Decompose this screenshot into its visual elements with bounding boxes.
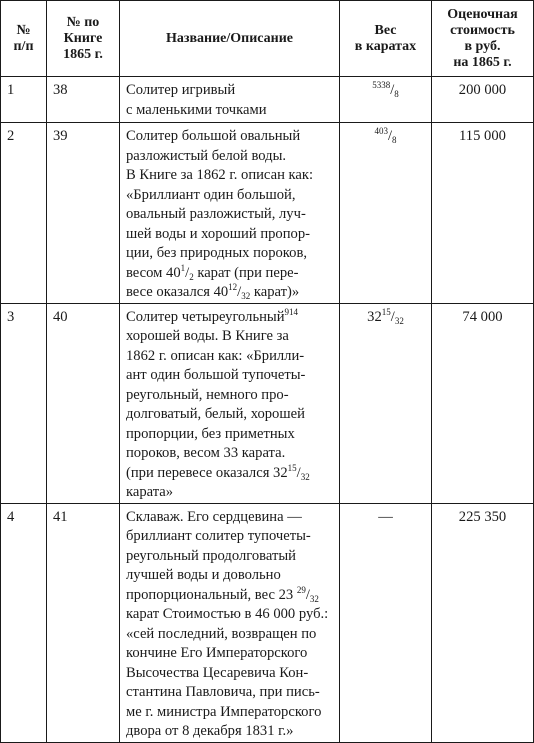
row-book-number: 38 bbox=[47, 77, 120, 123]
row-weight: $^{5338}/_8$ bbox=[340, 77, 432, 123]
weight-dash: — bbox=[378, 508, 393, 525]
row-num: 2 bbox=[1, 123, 47, 304]
row-weight: $32^{15}/_{32}$ bbox=[340, 303, 432, 503]
row-description: Склаваж. Его сердцевина — бриллиант солитер тупочеты- реугольный продолговатый лучшей воды и довольно пропорциональный, вес 23 $^{29}/_{32}$ карат Стоимостью в 46 000 руб.: «сей последний, возвращен по кончине Его Императорского Высочества Цесаревича Кон- стантина Павловича, при пись- ме г. министра Императорского двора от 8 декабря 1831 г.» bbox=[120, 503, 340, 742]
header-book-number: № по Книге 1865 г. bbox=[47, 1, 120, 77]
row-weight: $^{403}/_8$ bbox=[340, 123, 432, 304]
row-value: 115 000 bbox=[432, 123, 534, 304]
footnote-marker: 914 bbox=[284, 306, 299, 317]
header-value: Оценочная стоимость в руб. на 1865 г. bbox=[432, 1, 534, 77]
table-row bbox=[1, 77, 534, 123]
row-book-number: 39 bbox=[47, 123, 120, 304]
header-row bbox=[1, 1, 534, 77]
row-value: 200 000 bbox=[432, 77, 534, 123]
header-description: Название/Описание bbox=[120, 1, 340, 77]
row-book-number: 41 bbox=[47, 503, 120, 742]
row-num: 1 bbox=[1, 77, 47, 123]
row-weight bbox=[340, 503, 432, 742]
row-description: Солитер большой овальный разложистый белой воды. В Книге за 1862 г. описан как: «Бриллиант один большой, овальный разложистый, луч- шей воды и хороший пропор- ции, без природных пороков, весом $40^1/_2$ карат (при пере- весе оказался $40^{12}/_{32}$ карат)» bbox=[120, 123, 340, 304]
table-row bbox=[1, 303, 534, 503]
table-row bbox=[1, 123, 534, 304]
table-row bbox=[1, 503, 534, 742]
row-num: 3 bbox=[1, 303, 47, 503]
row-value: 225 350 bbox=[432, 503, 534, 742]
row-description: Солитер четыреугольный$^{914}$ хорошей воды. В Книге за 1862 г. описан как: «Брилли- ант один большой тупочеты- реугольный, немного про- долговатый, белый, хорошей пропорции, без приметных пороков, весом 33 карата. (при перевесе оказался $32^{15}/_{32}$ карата» bbox=[120, 303, 340, 503]
row-description: Солитер игривый с маленькими точками bbox=[120, 77, 340, 123]
row-book-number: 40 bbox=[47, 303, 120, 503]
header-num: № п/п bbox=[1, 1, 47, 77]
row-value: 74 000 bbox=[432, 303, 534, 503]
header-weight: Вес в каратах bbox=[340, 1, 432, 77]
row-num: 4 bbox=[1, 503, 47, 742]
